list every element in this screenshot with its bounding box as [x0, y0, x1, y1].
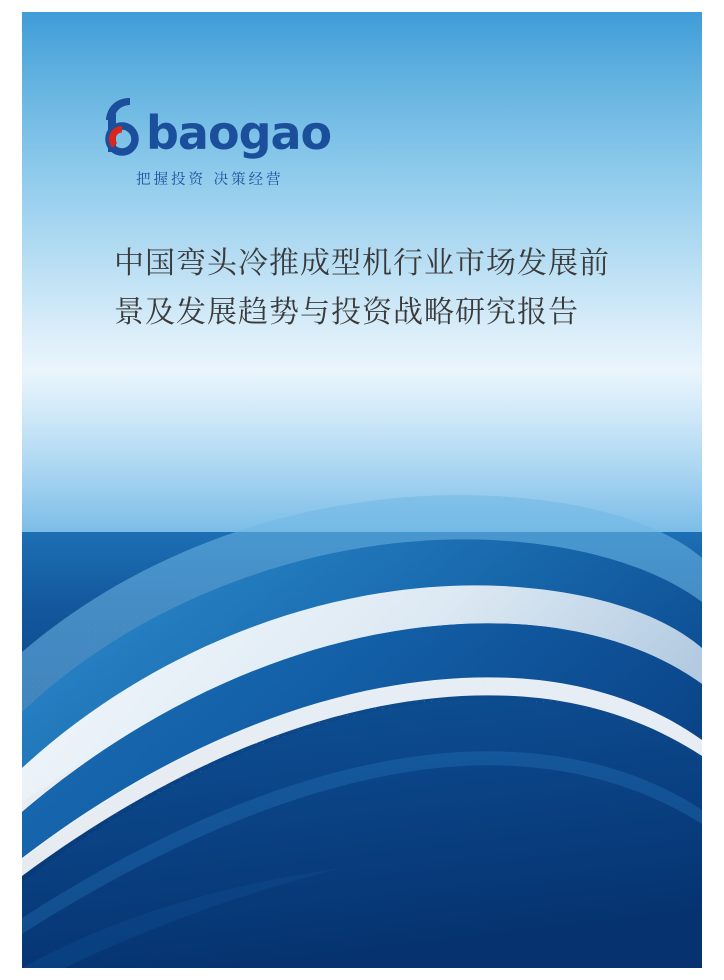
logo-main-row — [100, 94, 360, 160]
logo-wordmark: baogao — [146, 106, 332, 160]
logo-tagline: 把握投资 决策经营 — [136, 172, 284, 188]
report-title: 中国弯头冷推成型机行业市场发展前景及发展趋势与投资战略研究报告 — [114, 246, 610, 330]
logo-mark-icon — [100, 94, 144, 156]
cover-panel — [22, 12, 702, 968]
brand-logo — [100, 94, 360, 186]
